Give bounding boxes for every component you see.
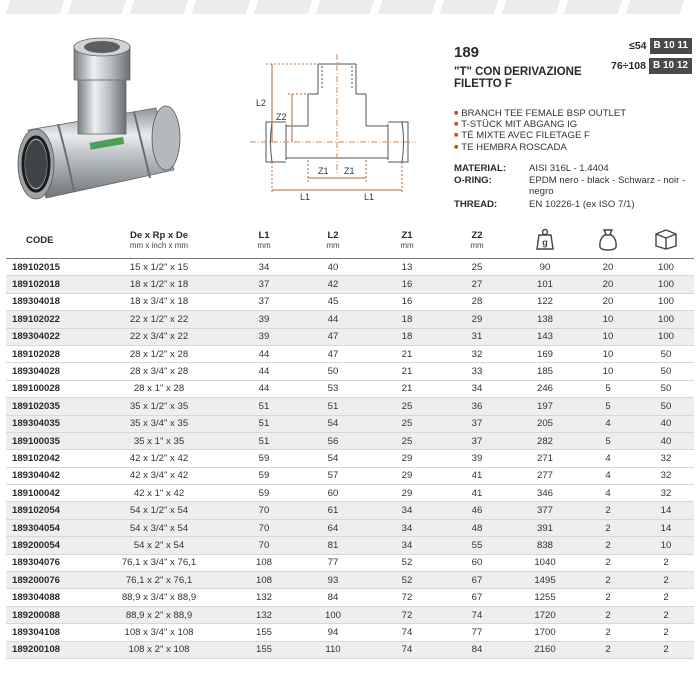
cell-dimensions: 15 x 1/2" x 15	[84, 259, 234, 276]
cell-bag: 5	[578, 432, 638, 449]
cell-l2: 77	[294, 554, 372, 571]
cell-z1: 34	[372, 519, 442, 536]
cell-bag: 4	[578, 467, 638, 484]
bullet-icon: ■	[454, 132, 459, 140]
cell-z2: 25	[442, 259, 512, 276]
badge-row	[611, 38, 692, 54]
cell-l2: 40	[294, 259, 372, 276]
product-photo	[6, 20, 196, 220]
drawing-label-z1-right: Z1	[344, 166, 355, 176]
cell-l1: 44	[234, 363, 294, 380]
cell-l2: 42	[294, 276, 372, 293]
cell-weight: 1495	[512, 572, 578, 589]
cell-l1: 155	[234, 624, 294, 641]
table-row	[6, 519, 694, 536]
cell-l1: 44	[234, 345, 294, 362]
cell-l1: 132	[234, 606, 294, 623]
cell-bag: 5	[578, 380, 638, 397]
cell-bag: 4	[578, 450, 638, 467]
cell-weight: 90	[512, 259, 578, 276]
cell-box: 100	[638, 311, 694, 328]
cell-dimensions: 28 x 1/2" x 28	[84, 345, 234, 362]
cell-box: 2	[638, 554, 694, 571]
cell-l2: 54	[294, 450, 372, 467]
spec-label: THREAD:	[454, 199, 498, 210]
cell-box: 32	[638, 485, 694, 502]
cell-bag: 10	[578, 363, 638, 380]
cell-box: 40	[638, 415, 694, 432]
cell-z2: 37	[442, 415, 512, 432]
cell-box: 2	[638, 589, 694, 606]
cell-l2: 50	[294, 363, 372, 380]
cell-dimensions: 42 x 3/4" x 42	[84, 467, 234, 484]
cell-z2: 84	[442, 641, 512, 658]
top-tab-segment	[378, 0, 437, 14]
cell-l2: 61	[294, 502, 372, 519]
cell-z2: 55	[442, 537, 512, 554]
header-box	[638, 222, 694, 259]
header-bag	[578, 222, 638, 259]
cell-dimensions: 54 x 2" x 54	[84, 537, 234, 554]
cell-dimensions: 108 x 3/4" x 108	[84, 624, 234, 641]
cell-z1: 16	[372, 293, 442, 310]
cell-dimensions: 54 x 1/2" x 54	[84, 502, 234, 519]
cell-l2: 47	[294, 345, 372, 362]
header-dimensions: De x Rp x De mm x inch x mm	[84, 222, 234, 259]
cell-weight: 122	[512, 293, 578, 310]
cell-l2: 47	[294, 328, 372, 345]
cell-code: 189102022	[6, 311, 84, 328]
cell-bag: 20	[578, 293, 638, 310]
cell-dimensions: 76,1 x 3/4" x 76,1	[84, 554, 234, 571]
spec-value: AISI 316L - 1.4404	[529, 163, 609, 174]
cell-z1: 72	[372, 589, 442, 606]
cell-weight: 101	[512, 276, 578, 293]
cell-dimensions: 35 x 1" x 35	[84, 432, 234, 449]
table-row	[6, 641, 694, 658]
cell-z1: 25	[372, 398, 442, 415]
table-row	[6, 485, 694, 502]
cell-bag: 2	[578, 519, 638, 536]
table-row	[6, 554, 694, 571]
cell-bag: 2	[578, 589, 638, 606]
header-z1: Z1 mm	[372, 222, 442, 259]
cell-code: 189200108	[6, 641, 84, 658]
cell-z1: 34	[372, 502, 442, 519]
drawing-label-l2: L2	[256, 98, 267, 108]
spec-label: O-RING:	[454, 175, 492, 186]
cell-z2: 41	[442, 485, 512, 502]
cell-z2: 41	[442, 467, 512, 484]
cell-bag: 5	[578, 398, 638, 415]
cell-z1: 13	[372, 259, 442, 276]
cell-dimensions: 88,9 x 3/4" x 88,9	[84, 589, 234, 606]
header-code: CODE	[6, 222, 84, 259]
cell-weight: 169	[512, 345, 578, 362]
cell-dimensions: 28 x 3/4" x 28	[84, 363, 234, 380]
cell-dimensions: 22 x 3/4" x 22	[84, 328, 234, 345]
cell-dimensions: 18 x 3/4" x 18	[84, 293, 234, 310]
cell-weight: 138	[512, 311, 578, 328]
drawing-label-l1-left: L1	[300, 192, 311, 200]
cell-l2: 84	[294, 589, 372, 606]
cell-l1: 51	[234, 432, 294, 449]
cell-z1: 21	[372, 363, 442, 380]
cell-dimensions: 35 x 1/2" x 35	[84, 398, 234, 415]
cell-box: 40	[638, 432, 694, 449]
cell-box: 50	[638, 363, 694, 380]
cell-z1: 29	[372, 450, 442, 467]
cell-weight: 838	[512, 537, 578, 554]
cell-l1: 155	[234, 641, 294, 658]
cell-box: 100	[638, 259, 694, 276]
cell-weight: 205	[512, 415, 578, 432]
cell-z2: 67	[442, 572, 512, 589]
drawing-label-z2: Z2	[276, 112, 287, 122]
cell-dimensions: 76,1 x 2" x 76,1	[84, 572, 234, 589]
cell-weight: 377	[512, 502, 578, 519]
cell-z1: 29	[372, 467, 442, 484]
spec-o-ring	[454, 175, 686, 199]
table-row	[6, 537, 694, 554]
product-title-line-1: "T" CON DERIVAZIONE	[454, 66, 582, 78]
translated-descriptions	[454, 108, 626, 153]
cell-l1: 59	[234, 450, 294, 467]
cell-l1: 51	[234, 415, 294, 432]
cell-code: 189304108	[6, 624, 84, 641]
cell-weight: 346	[512, 485, 578, 502]
cell-code: 189102054	[6, 502, 84, 519]
cell-z1: 29	[372, 485, 442, 502]
cell-dimensions: 28 x 1" x 28	[84, 380, 234, 397]
cell-z2: 29	[442, 311, 512, 328]
cell-z2: 32	[442, 345, 512, 362]
cell-z2: 77	[442, 624, 512, 641]
cell-z1: 74	[372, 641, 442, 658]
cell-l1: 39	[234, 311, 294, 328]
spec-list	[454, 163, 686, 211]
cell-code: 189304018	[6, 293, 84, 310]
description-de: ■ T-STÜCK MIT ABGANG IG	[454, 119, 578, 131]
cell-z1: 21	[372, 345, 442, 362]
cell-z2: 48	[442, 519, 512, 536]
cell-z1: 21	[372, 380, 442, 397]
cell-l2: 60	[294, 485, 372, 502]
cell-weight: 277	[512, 467, 578, 484]
badge-code: B 10 12	[649, 58, 692, 74]
cell-dimensions: 22 x 1/2" x 22	[84, 311, 234, 328]
product-title	[454, 66, 582, 90]
cell-box: 10	[638, 537, 694, 554]
table-row	[6, 293, 694, 310]
product-code-number: 189	[454, 44, 480, 61]
cell-l1: 108	[234, 572, 294, 589]
cell-dimensions: 18 x 1/2" x 18	[84, 276, 234, 293]
cell-code: 189304035	[6, 415, 84, 432]
cell-box: 50	[638, 398, 694, 415]
cell-l2: 57	[294, 467, 372, 484]
cell-weight: 185	[512, 363, 578, 380]
cell-l1: 44	[234, 380, 294, 397]
top-tab-strip	[0, 0, 700, 14]
cell-weight: 391	[512, 519, 578, 536]
cell-bag: 10	[578, 345, 638, 362]
cell-z2: 74	[442, 606, 512, 623]
cell-weight: 2160	[512, 641, 578, 658]
table-row	[6, 467, 694, 484]
cell-box: 2	[638, 606, 694, 623]
dimension-drawing	[236, 50, 426, 200]
drawing-label-l1-right: L1	[364, 192, 375, 200]
cell-dimensions: 35 x 3/4" x 35	[84, 415, 234, 432]
cell-code: 189102042	[6, 450, 84, 467]
cell-bag: 2	[578, 572, 638, 589]
cell-code: 189102015	[6, 259, 84, 276]
table-row	[6, 450, 694, 467]
cell-l1: 37	[234, 293, 294, 310]
table-row	[6, 311, 694, 328]
cell-code: 189304088	[6, 589, 84, 606]
cell-box: 14	[638, 519, 694, 536]
cell-z2: 37	[442, 432, 512, 449]
table-row	[6, 432, 694, 449]
cell-l1: 59	[234, 485, 294, 502]
top-tab-segment	[440, 0, 499, 14]
cell-z1: 18	[372, 328, 442, 345]
bag-icon	[598, 227, 618, 251]
cell-l1: 70	[234, 502, 294, 519]
cell-weight: 246	[512, 380, 578, 397]
top-tab-segment	[130, 0, 189, 14]
cell-l1: 70	[234, 537, 294, 554]
cell-dimensions: 42 x 1/2" x 42	[84, 450, 234, 467]
cell-weight: 1040	[512, 554, 578, 571]
table-header-row	[6, 222, 694, 259]
spec-label: MATERIAL:	[454, 163, 507, 174]
drawing-label-z1-left: Z1	[318, 166, 329, 176]
table-row	[6, 572, 694, 589]
cell-bag: 2	[578, 554, 638, 571]
cell-code: 189304022	[6, 328, 84, 345]
cell-weight: 1720	[512, 606, 578, 623]
cell-l1: 70	[234, 519, 294, 536]
cell-l2: 45	[294, 293, 372, 310]
cell-box: 32	[638, 467, 694, 484]
cell-code: 189200076	[6, 572, 84, 589]
cell-weight: 143	[512, 328, 578, 345]
box-icon	[654, 228, 678, 250]
cell-bag: 4	[578, 415, 638, 432]
cell-l1: 39	[234, 328, 294, 345]
top-tab-segment	[564, 0, 623, 14]
table-row	[6, 259, 694, 276]
cell-weight: 1700	[512, 624, 578, 641]
product-title-line-2: FILETTO F	[454, 78, 512, 90]
top-tab-segment	[316, 0, 375, 14]
cell-z1: 52	[372, 554, 442, 571]
cell-z1: 74	[372, 624, 442, 641]
cell-z1: 34	[372, 537, 442, 554]
table-row	[6, 345, 694, 362]
cell-box: 100	[638, 276, 694, 293]
cell-z2: 28	[442, 293, 512, 310]
cell-l1: 34	[234, 259, 294, 276]
cell-l1: 59	[234, 467, 294, 484]
bullet-icon: ■	[454, 143, 459, 151]
cell-z1: 52	[372, 572, 442, 589]
cell-l2: 110	[294, 641, 372, 658]
table-body	[6, 259, 694, 659]
cell-code: 189102035	[6, 398, 84, 415]
cell-box: 50	[638, 380, 694, 397]
cell-box: 50	[638, 345, 694, 362]
badge-range-label: 76÷108	[611, 60, 646, 72]
cell-l2: 51	[294, 398, 372, 415]
cell-l2: 53	[294, 380, 372, 397]
badge-code: B 10 11	[650, 38, 692, 54]
cell-z1: 18	[372, 311, 442, 328]
cell-z1: 16	[372, 276, 442, 293]
size-range-badges	[611, 38, 692, 78]
cell-dimensions: 88,9 x 2" x 88,9	[84, 606, 234, 623]
cell-l2: 64	[294, 519, 372, 536]
table-row	[6, 328, 694, 345]
table-row	[6, 380, 694, 397]
cell-box: 100	[638, 293, 694, 310]
cell-l2: 56	[294, 432, 372, 449]
cell-bag: 10	[578, 328, 638, 345]
cell-code: 189304028	[6, 363, 84, 380]
bullet-icon: ■	[454, 110, 459, 117]
header-z2: Z2 mm	[442, 222, 512, 259]
cell-code: 189200054	[6, 537, 84, 554]
cell-bag: 2	[578, 502, 638, 519]
table-row	[6, 415, 694, 432]
cell-z2: 67	[442, 589, 512, 606]
cell-z2: 60	[442, 554, 512, 571]
cell-z2: 27	[442, 276, 512, 293]
badge-range-label: ≤54	[629, 40, 647, 52]
cell-box: 2	[638, 572, 694, 589]
svg-text:g: g	[542, 237, 548, 247]
cell-bag: 10	[578, 311, 638, 328]
top-tab-segment	[254, 0, 313, 14]
cell-z2: 31	[442, 328, 512, 345]
table-row	[6, 276, 694, 293]
cell-weight: 1255	[512, 589, 578, 606]
cell-l1: 51	[234, 398, 294, 415]
cell-l1: 37	[234, 276, 294, 293]
table-row	[6, 363, 694, 380]
cell-bag: 2	[578, 537, 638, 554]
spec-material	[454, 163, 609, 175]
cell-bag: 2	[578, 624, 638, 641]
spec-value: EN 10226-1 (ex ISO 7/1)	[529, 199, 635, 210]
table-row	[6, 606, 694, 623]
cell-code: 189100035	[6, 432, 84, 449]
cell-l2: 44	[294, 311, 372, 328]
cell-box: 32	[638, 450, 694, 467]
top-tab-segment	[192, 0, 251, 14]
cell-box: 14	[638, 502, 694, 519]
cell-code: 189304076	[6, 554, 84, 571]
cell-dimensions: 42 x 1" x 42	[84, 485, 234, 502]
product-table	[6, 222, 694, 659]
spec-value: EPDM nero - black - Schwarz - noir - negro	[529, 175, 686, 198]
cell-bag: 2	[578, 641, 638, 658]
top-tab-segment	[68, 0, 127, 14]
bullet-icon: ■	[454, 121, 459, 129]
spec-thread	[454, 199, 635, 211]
badge-row	[611, 58, 692, 74]
header-l1: L1 mm	[234, 222, 294, 259]
cell-z1: 72	[372, 606, 442, 623]
table-row	[6, 624, 694, 641]
description-es: ■ TE HEMBRA ROSCADA	[454, 141, 567, 153]
cell-l1: 108	[234, 554, 294, 571]
top-tab-segment	[502, 0, 561, 14]
cell-dimensions: 108 x 2" x 108	[84, 641, 234, 658]
cell-z1: 25	[372, 432, 442, 449]
cell-weight: 282	[512, 432, 578, 449]
cell-weight: 197	[512, 398, 578, 415]
cell-bag: 4	[578, 485, 638, 502]
cell-l1: 132	[234, 589, 294, 606]
cell-z2: 33	[442, 363, 512, 380]
header-l2: L2 mm	[294, 222, 372, 259]
cell-bag: 20	[578, 259, 638, 276]
cell-l2: 94	[294, 624, 372, 641]
cell-z2: 39	[442, 450, 512, 467]
cell-code: 189100042	[6, 485, 84, 502]
cell-z1: 25	[372, 415, 442, 432]
cell-box: 2	[638, 641, 694, 658]
cell-bag: 2	[578, 606, 638, 623]
cell-box: 100	[638, 328, 694, 345]
cell-bag: 20	[578, 276, 638, 293]
header-weight	[512, 222, 578, 259]
cell-weight: 271	[512, 450, 578, 467]
cell-code: 189100028	[6, 380, 84, 397]
description-en: ■ BRANCH TEE FEMALE BSP OUTLET	[454, 108, 627, 119]
cell-l2: 100	[294, 606, 372, 623]
cell-code: 189304054	[6, 519, 84, 536]
table-row	[6, 502, 694, 519]
cell-l2: 93	[294, 572, 372, 589]
cell-z2: 34	[442, 380, 512, 397]
top-tab-segment	[6, 0, 65, 14]
cell-code: 189304042	[6, 467, 84, 484]
cell-l2: 54	[294, 415, 372, 432]
cell-box: 2	[638, 624, 694, 641]
cell-code: 189102018	[6, 276, 84, 293]
weight-g-icon	[536, 228, 554, 250]
cell-code: 189102028	[6, 345, 84, 362]
cell-l2: 81	[294, 537, 372, 554]
top-tab-segment	[626, 0, 685, 14]
cell-z2: 46	[442, 502, 512, 519]
cell-dimensions: 54 x 3/4" x 54	[84, 519, 234, 536]
description-fr: ■ TÉ MIXTE AVEC FILETAGE F	[454, 130, 590, 142]
table-row	[6, 398, 694, 415]
cell-z2: 36	[442, 398, 512, 415]
table-row	[6, 589, 694, 606]
cell-code: 189200088	[6, 606, 84, 623]
